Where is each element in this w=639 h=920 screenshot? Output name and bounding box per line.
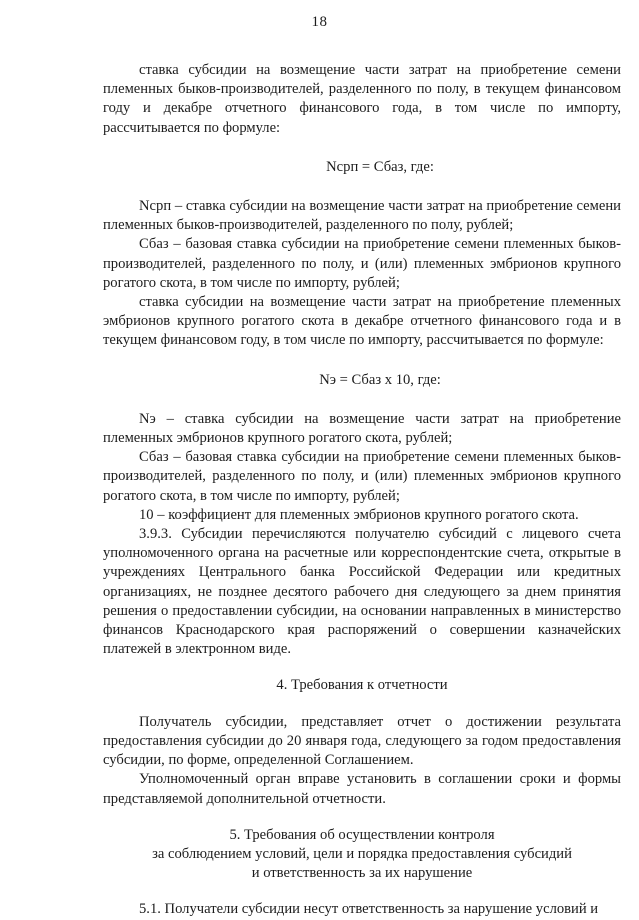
paragraph: ставка субсидии на возмещение части затрат на приобретение племенных эмбрионов крупного рогатого скота в декабре отчетного финансового года и в текущем финансовом году, в том числе по импорту, рассчитывается по формуле: bbox=[103, 294, 621, 349]
paragraph: Сбаз – базовая ставка субсидии на приобретение семени племенных быков-производителей, разделенного по полу, и (или) племенных эмбрионов крупного рогатого скота, в том числе по импорту, рублей; bbox=[103, 449, 621, 504]
paragraph: Сбаз – базовая ставка субсидии на приобретение семени племенных быков-производителей, разделенного по полу, и (или) племенных эмбрионов крупного рогатого скота, в том числе по импорту, рублей; bbox=[103, 236, 621, 291]
formula-nsrp: Nсрп = Сбаз, где: bbox=[326, 158, 434, 175]
document-body bbox=[103, 61, 621, 920]
paragraph: 3.9.3. Субсидии перечисляются получателю субсидий с лицевого счета уполномоченного органа на расчетные или корреспондентские счета, открытые в учреждениях Центрального банка Российской Федерации или кредитных организациях, не позднее десятого рабочего дня следующего за днем принятия решения о предоставлении субсидии, на основании направленных в министерство финансов Краснодарского края распоряжений о совершении казначейских платежей в электронном виде. bbox=[103, 526, 621, 658]
paragraph: ставка субсидии на возмещение части затрат на приобретение семени племенных быков-производителей, разделенного по полу, в текущем финансовом году и декабре отчетного финансового года, в том числе по импорту, рассчитывается по формуле: bbox=[103, 62, 621, 136]
paragraph: 5.1. Получатели субсидии несут ответственность за нарушение условий и bbox=[139, 901, 599, 918]
formula-ne: Nэ = Сбаз х 10, где: bbox=[319, 371, 441, 388]
paragraph: Уполномоченный орган вправе установить в соглашении сроки и формы представляемой дополнительной отчетности. bbox=[103, 771, 621, 807]
paragraph: Nсрп – ставка субсидии на возмещение части затрат на приобретение семени племенных быков-производителей, разделенного по полу, рублей; bbox=[103, 198, 621, 234]
page-number: 18 bbox=[311, 14, 328, 30]
paragraph: Nэ – ставка субсидии на возмещение части затрат на приобретение племенных эмбрионов крупного рогатого скота, рублей; bbox=[103, 410, 621, 447]
section-5-heading-line: и ответственность за их нарушение bbox=[251, 865, 473, 882]
paragraph: 10 – коэффициент для племенных эмбрионов крупного рогатого скота. bbox=[139, 506, 579, 523]
section-4-heading: 4. Требования к отчетности bbox=[276, 677, 448, 694]
section-5-heading-line: за соблюдением условий, цели и порядка предоставления субсидий bbox=[152, 845, 572, 862]
section-5-heading-line: 5. Требования об осуществлении контроля bbox=[229, 826, 495, 843]
paragraph: Получатель субсидии, представляет отчет о достижении результата предоставления субсидии до 20 января года, следующего за годом предоставления субсидии, по форме, определенной Соглашением. bbox=[103, 713, 621, 769]
